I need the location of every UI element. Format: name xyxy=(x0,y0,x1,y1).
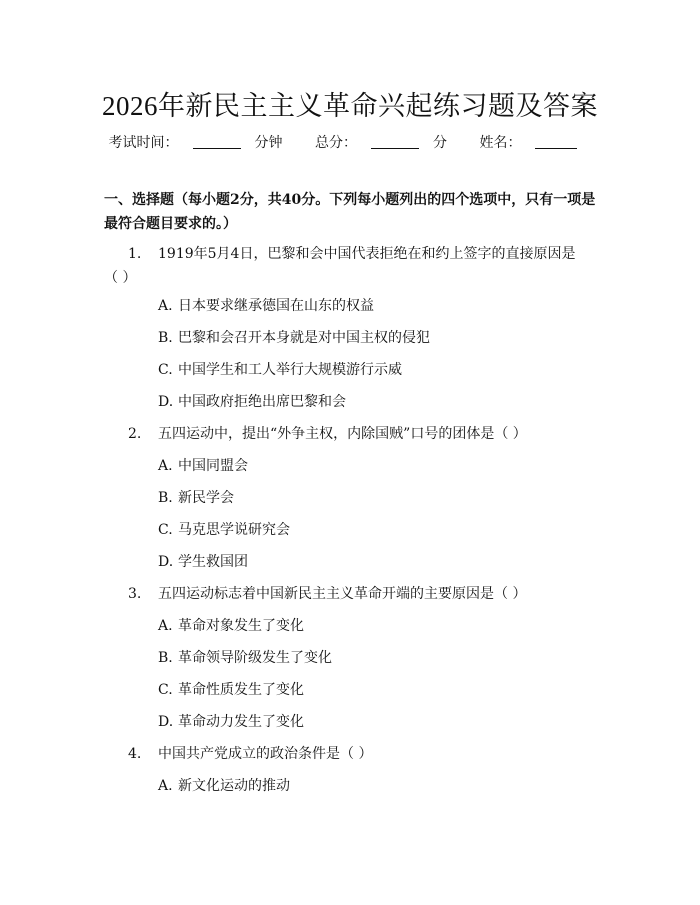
total-score-blank xyxy=(371,136,419,149)
question-number: 4. xyxy=(128,746,142,762)
option-1c xyxy=(158,360,402,380)
option-1a xyxy=(158,296,374,316)
option-1d xyxy=(158,392,346,412)
question-number: 2. xyxy=(128,426,142,442)
name-label: 姓名： xyxy=(479,135,522,151)
option-letter: C. xyxy=(158,522,173,538)
question-2 xyxy=(104,422,604,446)
option-letter: A. xyxy=(158,618,173,634)
option-text: 中国学生和工人举行大规模游行示威 xyxy=(178,362,402,378)
question-3 xyxy=(104,582,604,606)
option-text: 中国同盟会 xyxy=(178,458,248,474)
option-3c xyxy=(158,680,304,700)
option-3d xyxy=(158,712,304,732)
option-letter: B. xyxy=(158,490,173,506)
option-text: 巴黎和会召开本身就是对中国主权的侵犯 xyxy=(178,330,430,346)
question-text: 五四运动标志着中国新民主主义革命开端的主要原因是（ ） xyxy=(158,586,527,602)
option-letter: D. xyxy=(158,394,174,410)
option-letter: D. xyxy=(158,554,174,570)
option-letter: D. xyxy=(158,714,174,730)
option-letter: A. xyxy=(158,298,173,314)
answer-paren: （ ） xyxy=(104,270,137,286)
exam-time-unit: 分钟 xyxy=(254,135,283,151)
question-number: 1. xyxy=(128,246,142,262)
option-text: 中国政府拒绝出席巴黎和会 xyxy=(178,394,346,410)
exam-time-label: 考试时间： xyxy=(108,135,179,151)
option-3b xyxy=(158,648,332,668)
option-letter: A. xyxy=(158,458,173,474)
option-text: 革命对象发生了变化 xyxy=(178,618,304,634)
name-field xyxy=(479,135,591,151)
option-text: 革命性质发生了变化 xyxy=(178,682,304,698)
option-letter: C. xyxy=(158,682,173,698)
option-2b xyxy=(158,488,234,508)
page-title: 2026年新民主主义革命兴起练习题及答案 xyxy=(102,91,598,121)
option-text: 马克思学说研究会 xyxy=(178,522,290,538)
option-2c xyxy=(158,520,290,540)
total-score-unit: 分 xyxy=(433,135,447,151)
question-text: 中国共产党成立的政治条件是（ ） xyxy=(158,746,373,762)
total-score-field xyxy=(315,135,447,151)
option-letter: A. xyxy=(158,778,173,794)
exam-meta-line xyxy=(0,132,700,152)
option-text: 新民学会 xyxy=(178,490,234,506)
option-text: 革命动力发生了变化 xyxy=(178,714,304,730)
question-text: 五四运动中，提出“外争主权，内除国贼”口号的团体是（ ） xyxy=(158,426,527,442)
option-text: 新文化运动的推动 xyxy=(178,778,290,794)
question-text: 1919年5月4日，巴黎和会中国代表拒绝在和约上签字的直接原因是 xyxy=(158,246,576,262)
option-4a xyxy=(158,776,290,796)
option-text: 革命领导阶级发生了变化 xyxy=(178,650,332,666)
question-4 xyxy=(104,742,604,766)
option-2d xyxy=(158,552,248,572)
option-letter: C. xyxy=(158,362,173,378)
option-3a xyxy=(158,616,304,636)
option-2a xyxy=(158,456,248,476)
name-blank xyxy=(535,136,577,149)
option-1b xyxy=(158,328,430,348)
question-number: 3. xyxy=(128,586,142,602)
option-letter: B. xyxy=(158,650,173,666)
question-1 xyxy=(104,242,604,286)
option-letter: B. xyxy=(158,330,173,346)
option-text: 日本要求继承德国在山东的权益 xyxy=(178,298,374,314)
total-score-label: 总分： xyxy=(315,135,357,151)
exam-time-blank xyxy=(193,136,241,149)
exam-time-field xyxy=(109,135,283,151)
option-text: 学生救国团 xyxy=(178,554,248,570)
section-heading: 一、选择题（每小题2分，共40分。下列每小题列出的四个选项中，只有一项是最符合题目要求的。） xyxy=(104,192,596,232)
